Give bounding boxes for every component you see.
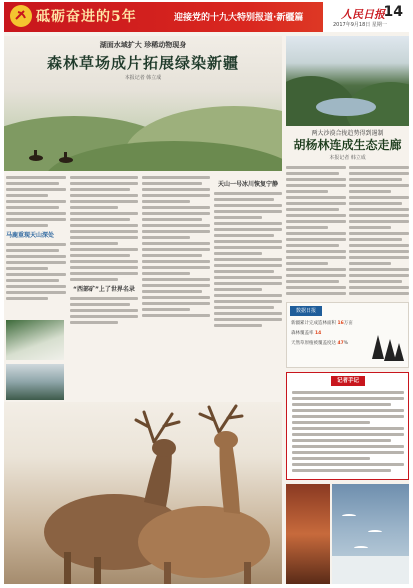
deer-illustration-icon [4, 402, 282, 584]
note-box-tag: 记者手记 [331, 376, 365, 386]
newspaper-page [4, 2, 409, 584]
page-number: 14 [383, 4, 403, 20]
note-text [292, 391, 404, 477]
lead-byline: 本报记者 韩立成 [124, 75, 162, 81]
data-row-3-unit: % [343, 341, 348, 346]
data-row-3-value: 47 [337, 341, 344, 346]
white-horse-photo [6, 320, 64, 360]
data-box [286, 302, 409, 368]
paper-name: 人民日报 [341, 8, 385, 21]
side-headline: 胡杨林连成生态走廊 [293, 138, 402, 152]
right-text-column-1 [286, 166, 346, 298]
page-header [4, 2, 409, 32]
middle-text-column-1 [70, 176, 138, 400]
data-row-3 [291, 340, 348, 346]
subhead-deer: 马鹿重现天山深处 [6, 232, 55, 239]
swans-lake-photo [332, 484, 409, 584]
party-emblem-icon [10, 5, 32, 27]
data-row-3-label: 天然草原植被覆盖度达 [291, 341, 336, 346]
issue-date: 2017年9月18日 星期一 [333, 22, 387, 28]
red-deer-photo [4, 402, 282, 584]
subhead-mine: “西部矿”上了世界名录 [73, 286, 135, 293]
side-kicker: 两大沙漠合拢趋势得到遏制 [311, 130, 384, 137]
data-row-1-label: 新疆累计完成造林面积 [291, 321, 336, 326]
subhead-glacier: 天山一号冰川恢复宁静 [217, 181, 278, 188]
lake-photo [286, 36, 409, 126]
grassland-photo [4, 36, 282, 171]
middle-text-column-3 [214, 176, 282, 400]
tree-icon [370, 333, 404, 363]
lead-headline: 森林草场成片拓展绿染新疆 [46, 54, 239, 72]
data-row-1 [291, 320, 353, 326]
data-row-1-value: 16 [337, 321, 344, 326]
data-row-2 [291, 330, 321, 336]
masthead [323, 2, 409, 32]
section-title: 砥砺奋进的5年 [36, 9, 137, 25]
right-text-column-2 [349, 166, 409, 298]
data-row-1-unit: 万亩 [343, 321, 353, 326]
section-subtitle: 迎接党的十九大特别报道·新疆篇 [174, 13, 304, 23]
side-byline: 本报记者 韩立成 [329, 155, 366, 161]
reporter-note-box [286, 372, 409, 480]
forest-lake-photo [6, 364, 64, 400]
data-row-2-label: 森林覆盖率 [291, 331, 314, 336]
data-row-2-value: 14 [314, 331, 322, 336]
red-poplar-photo [286, 484, 330, 584]
lead-kicker: 湖面水域扩大 珍稀动物现身 [99, 41, 187, 49]
horse-riders-icon [24, 144, 84, 166]
middle-text-column-2 [142, 176, 210, 400]
data-box-tag: 数据日报 [290, 306, 322, 316]
